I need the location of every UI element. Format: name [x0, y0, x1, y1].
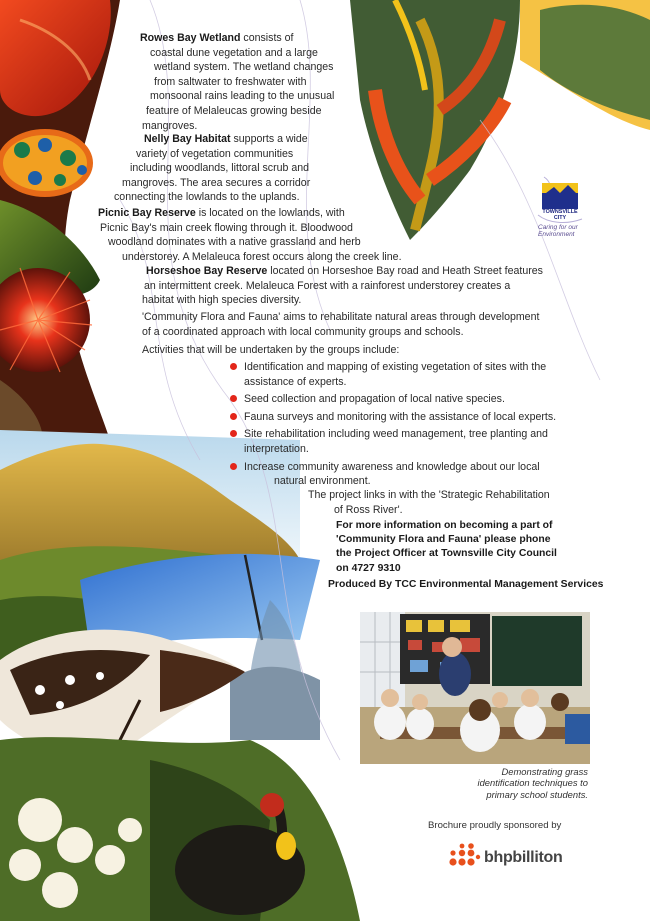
- sponsor-text: Brochure proudly sponsored by: [428, 820, 562, 831]
- heliconia-flower: [350, 0, 520, 240]
- activities-list: [230, 360, 600, 492]
- nelly-bay-paragraph: Nelly Bay Habitat supports a wide variety of vegetation communities including woodlands, littoral scrub and mangroves. The area secures a corridor connecting the lowlands to the uplands.: [114, 133, 311, 204]
- classroom-photo: [360, 612, 590, 764]
- picnic-bay-paragraph: Picnic Bay Reserve is located on the lowlands, with Picnic Bay's main creek flowing through it. Bloodwood woodland dominates with a native grassland and herb understorey. A Melaleuca forest occurs along the creek line.: [98, 207, 402, 263]
- project-links-paragraph: The project links in with the 'Strategic Rehabilitation of Ross River'.: [308, 489, 550, 516]
- nelly-bay-title: Nelly Bay Habitat: [144, 133, 231, 145]
- list-item: Seed collection and propagation of local native species.: [230, 392, 600, 407]
- bullet-icon: [230, 413, 237, 420]
- list-item: Site rehabilitation including weed management, tree planting and interpretation.: [230, 427, 600, 456]
- bullet-icon: [230, 363, 237, 370]
- rowes-bay-title: Rowes Bay Wetland: [140, 32, 241, 44]
- tcc-logo-slogan: Caring for our Environment: [538, 224, 578, 238]
- bullet-icon: [230, 463, 237, 470]
- activities-intro: Activities that will be undertaken by the groups include:: [142, 344, 400, 356]
- horseshoe-bay-title: Horseshoe Bay Reserve: [146, 265, 268, 277]
- list-item: Identification and mapping of existing vegetation of sites with the assistance of experts.: [230, 360, 600, 389]
- bullet-icon: [230, 430, 237, 437]
- aims-paragraph: 'Community Flora and Fauna' aims to rehabilitate natural areas through development of a coordinated approach with local community groups and schools.: [142, 311, 540, 338]
- horseshoe-bay-paragraph: Horseshoe Bay Reserve located on Horseshoe Bay road and Heath Street features an intermittent creek. Melaleuca Forest with a rainforest understorey creates a habitat with high species diversity.: [142, 265, 543, 307]
- picnic-bay-title: Picnic Bay Reserve: [98, 207, 196, 219]
- bhp-billiton-logo-text: bhpbilliton: [484, 849, 563, 866]
- bullet-icon: [230, 395, 237, 402]
- tcc-logo-label: TOWNSVILLE CITY: [542, 209, 578, 221]
- list-item: Increase community awareness and knowledge about our local natural environment.: [230, 460, 600, 489]
- produced-by-credit: Produced By TCC Environmental Management Services: [328, 579, 604, 590]
- photo-caption: Demonstrating grass identification techniques to primary school students.: [477, 766, 588, 800]
- rowes-bay-paragraph: Rowes Bay Wetland consists of coastal dune vegetation and a large wetland system. The wetland changes from saltwater to freshwater with monsoonal rains leading to the unusual feature of Melaleucas growing beside mangroves.: [140, 32, 335, 132]
- list-item: Fauna surveys and monitoring with the assistance of local experts.: [230, 410, 600, 425]
- contact-info: For more information on becoming a part of 'Community Flora and Fauna' please phone the Project Officer at Townsville City Council on 4727 9310: [336, 520, 557, 574]
